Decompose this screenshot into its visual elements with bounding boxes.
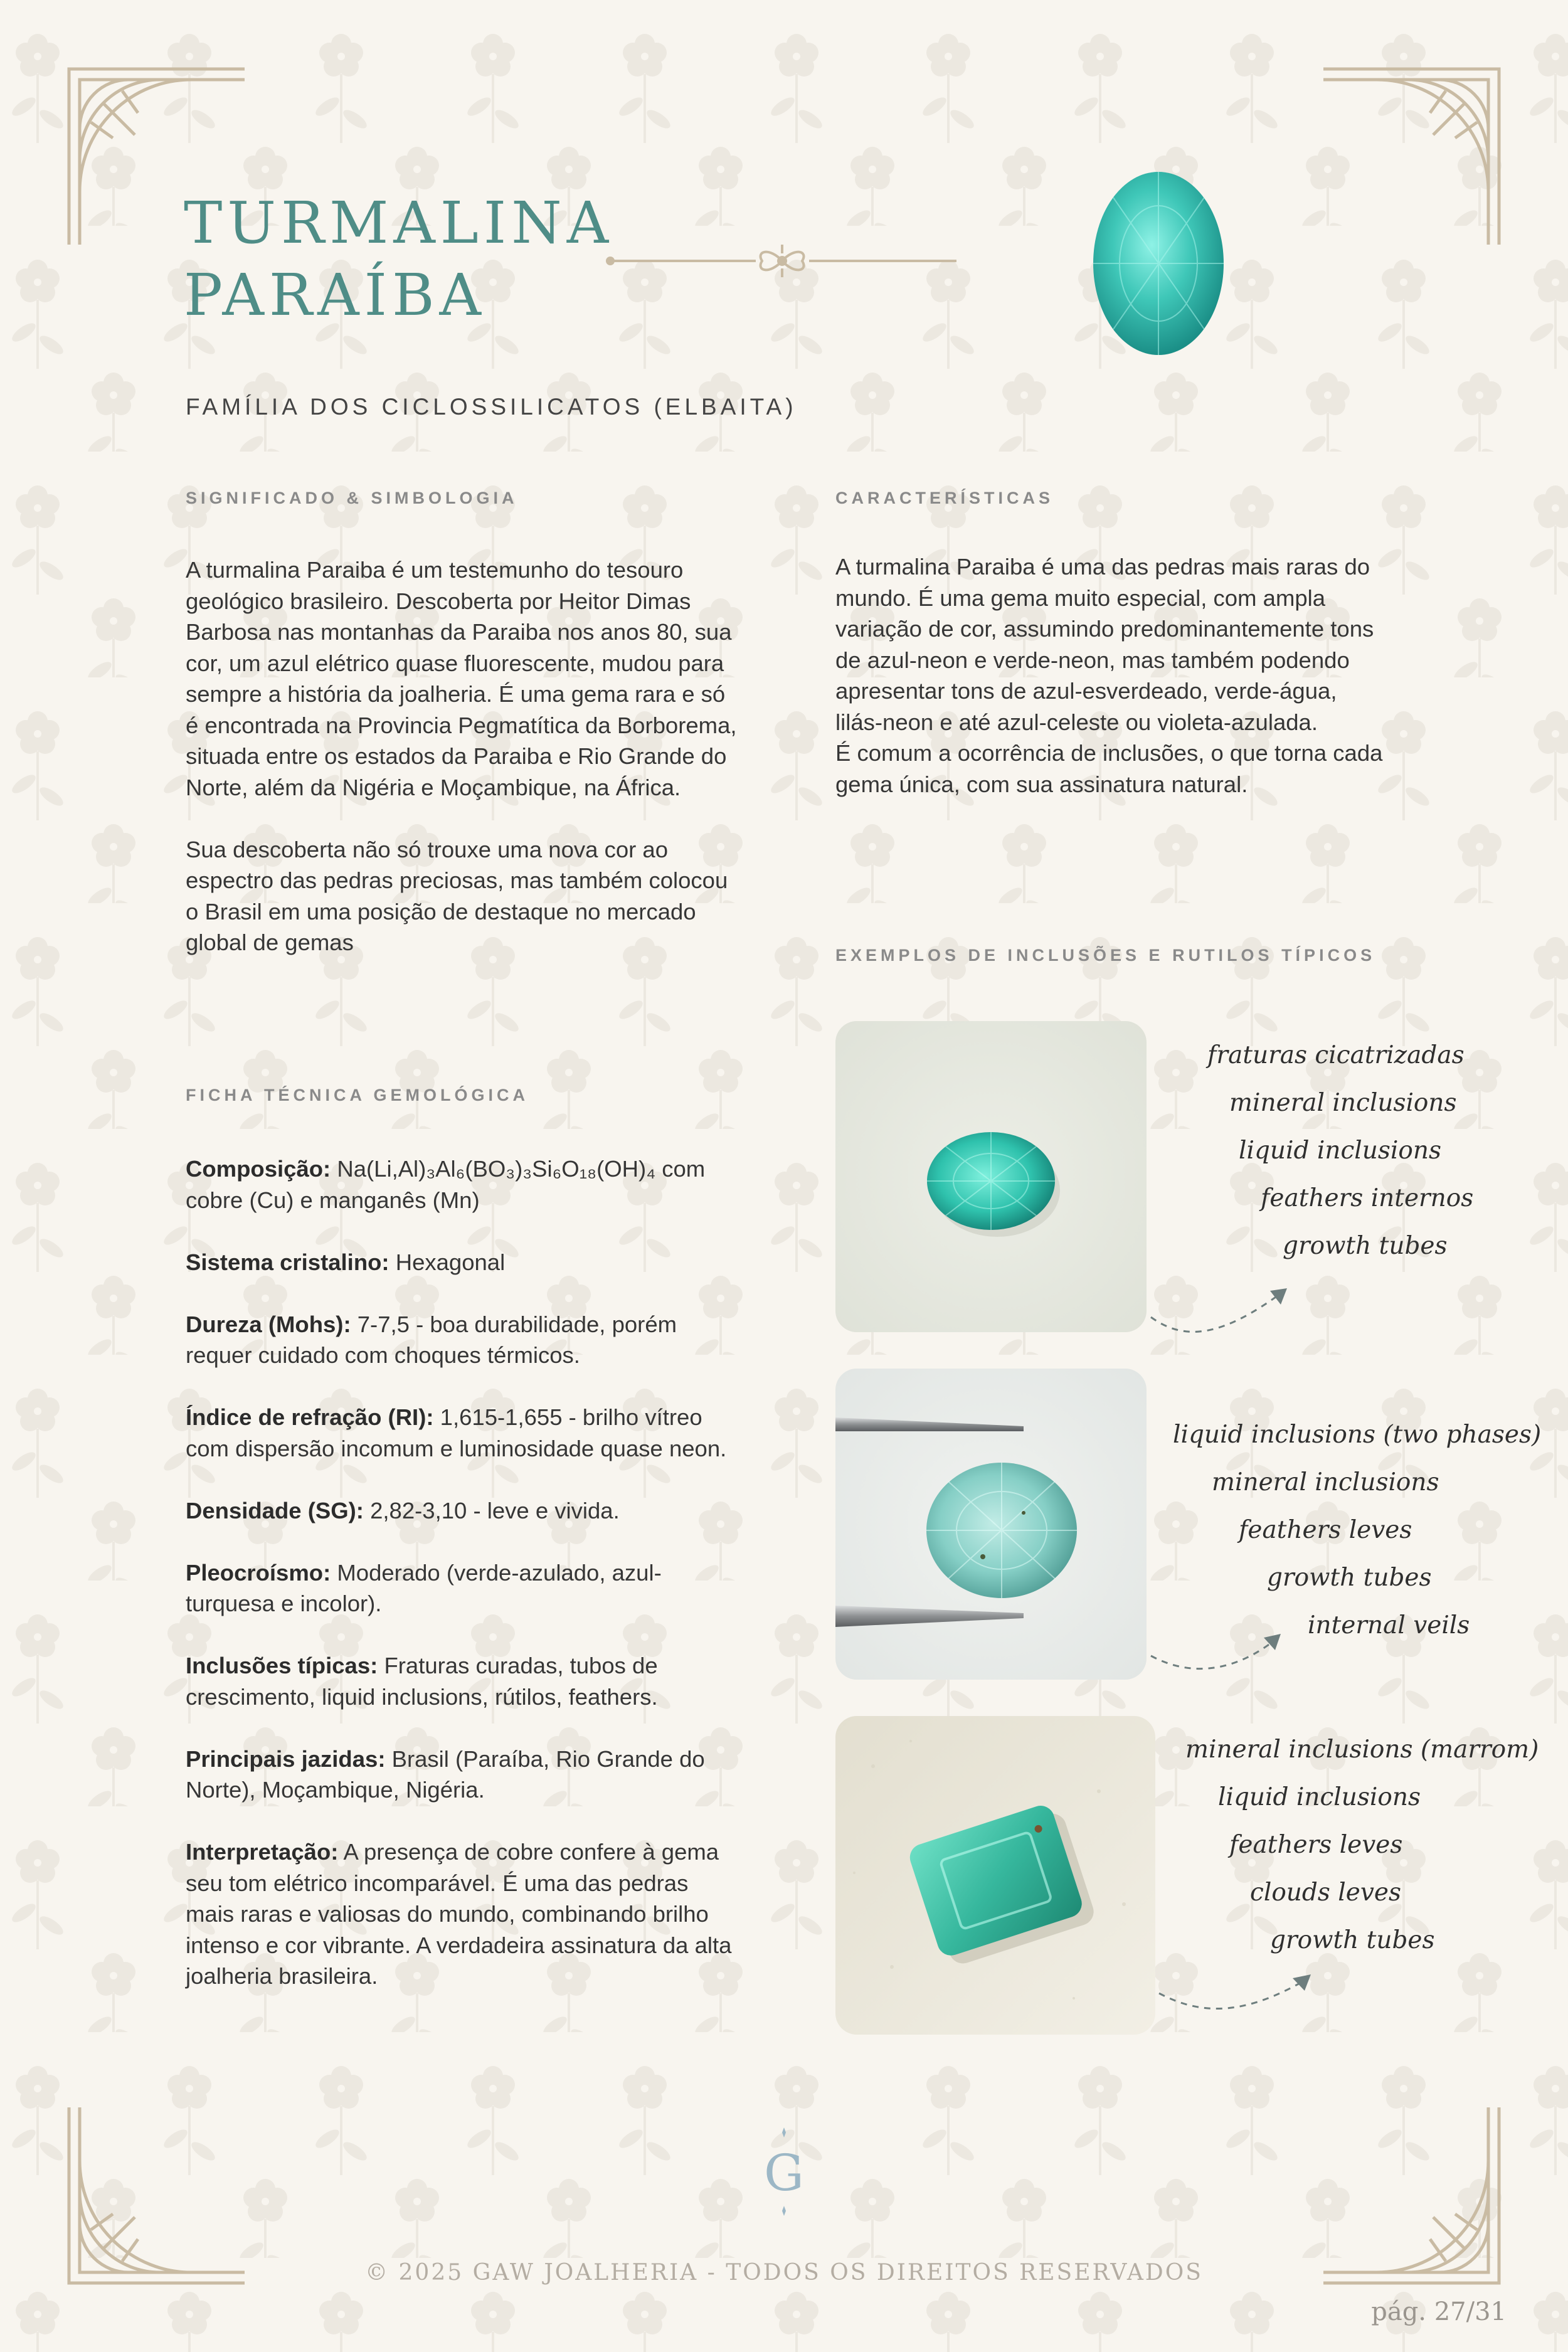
spec-label: Inclusões típicas: (186, 1653, 378, 1678)
spec-typical-inclusions (186, 1650, 738, 1712)
spec-label: Pleocroísmo: (186, 1559, 331, 1586)
spec-density (186, 1495, 738, 1527)
photo-2-inclusion-notes (1173, 1411, 1541, 1650)
inclusion-photo-1 (835, 1021, 1147, 1332)
spec-value: Fraturas curadas, tubos de crescimento, liquid inclusions, rútilos, feathers. (186, 1653, 658, 1710)
arrow-icon (1148, 1279, 1298, 1342)
meaning-paragraph-2: Sua descoberta não só trouxe uma nova cor ao espectro das pedras preciosas, mas também colocou o Brasil em uma posição de destaque no mercado global de gemas (186, 836, 728, 955)
note: mineral inclusions (1229, 1089, 1457, 1117)
spec-main-deposits (186, 1744, 738, 1806)
corner-ornament-top-right (1320, 66, 1502, 248)
spec-hardness (186, 1309, 738, 1371)
spec-value: Brasil (Paraíba, Rio Grande do Norte), Moçambique, Nigéria. (186, 1745, 705, 1803)
characteristics-paragraph-2: É comum a ocorrência de inclusões, o que torna cada gema única, com sua assinatura natural. (835, 740, 1383, 797)
spec-interpretation (186, 1836, 738, 1992)
spec-refractive-index (186, 1402, 738, 1464)
spec-pleochroism (186, 1557, 738, 1619)
logo-letter: G (764, 2144, 804, 2202)
spec-value: 1,615-1,655 - brilho vítreo com dispersão incomum e luminosidade quase neon. (186, 1404, 727, 1461)
copyright-footer: © 2025 GAW JOALHERIA - TODOS OS DIREITOS RESERVADOS (365, 2260, 1203, 2286)
inclusion-photo-2 (835, 1369, 1147, 1680)
gem-family-subtitle: FAMÍLIA DOS CICLOSSILICATOS (ELBAITA) (186, 394, 797, 420)
note: internal veils (1308, 1611, 1470, 1640)
technical-sheet-heading: FICHA TÉCNICA GEMOLÓGICA (186, 1086, 529, 1104)
brand-logo (759, 2126, 809, 2214)
photo-3-inclusion-notes (1185, 1726, 1539, 1964)
meaning-paragraph-1: A turmalina Paraiba é um testemunho do tesouro geológico brasileiro. Descoberta por Heitor Dimas Barbosa nas montanhas da Paraiba nos anos 80, sua cor, um azul elétrico quase fluorescente, mudou para sempre a história da joalheria. É uma gema rara e só é encontrada na Provincia Pegmatítica da Borborema, situada entre os estados da Paraiba e Rio Grande do Norte, além da Nigéria e Moçambique, na África. (186, 557, 737, 800)
corner-ornament-bottom-left (66, 2104, 248, 2286)
characteristics-heading: CARACTERÍSTICAS (835, 489, 1054, 507)
spec-value: 7-7,5 - boa durabilidade, porém requer cuidado com choques térmicos. (186, 1311, 677, 1368)
technical-specs (186, 1153, 738, 2023)
spec-crystal-system (186, 1247, 738, 1278)
meaning-heading: SIGNIFICADO & SIMBOLOGIA (186, 489, 518, 507)
corner-ornament-bottom-right (1320, 2104, 1502, 2286)
spec-label: Composição: (186, 1156, 331, 1182)
sparkle-icon (759, 2126, 809, 2139)
title-line-1: TURMALINA (184, 189, 614, 257)
arrow-icon (1156, 1968, 1319, 2025)
spec-label: Sistema cristalino: (186, 1249, 389, 1275)
note: liquid inclusions (1239, 1136, 1441, 1165)
meaning-text (186, 554, 738, 958)
note: feathers internos (1261, 1184, 1474, 1212)
spec-label: Principais jazidas: (186, 1745, 386, 1772)
note: feathers leves (1239, 1516, 1412, 1544)
spec-value: Moderado (verde-azulado, azul-turquesa e incolor). (186, 1559, 662, 1616)
spec-value: Hexagonal (389, 1249, 506, 1275)
note: growth tubes (1283, 1232, 1448, 1260)
note: liquid inclusions (two phases) (1173, 1421, 1542, 1449)
spec-value: A presença de cobre confere à gema seu tom elétrico incomparável. É uma das pedras mais raras e valiosas do mundo, combinando brilho intenso e cor vibrante. A verdadeira assinatura da alta joalheria brasileira. (186, 1839, 732, 1989)
sparkle-icon (759, 2205, 809, 2217)
note: growth tubes (1270, 1926, 1435, 1954)
spec-label: Interpretação: (186, 1839, 339, 1865)
note: fraturas cicatrizadas (1207, 1041, 1465, 1069)
note: mineral inclusions (1212, 1468, 1439, 1496)
note: feathers leves (1229, 1831, 1403, 1859)
note: growth tubes (1267, 1564, 1432, 1592)
inclusion-photo-3 (835, 1716, 1155, 2035)
inclusions-heading: EXEMPLOS DE INCLUSÕES E RUTILOS TÍPICOS (835, 946, 1376, 965)
characteristics-text (835, 551, 1387, 800)
ornamental-divider (605, 242, 960, 280)
note: mineral inclusions (marrom) (1185, 1735, 1539, 1764)
spec-composition (186, 1153, 738, 1216)
spec-value: Na(Li,Al)₃Al₆(BO₃)₃Si₆O₁₈(OH)₄ com cobre (Cu) e manganês (Mn) (186, 1156, 706, 1213)
spec-value: 2,82-3,10 - leve e vivida. (363, 1497, 620, 1523)
page-title (184, 187, 623, 331)
spec-label: Dureza (Mohs): (186, 1311, 351, 1337)
characteristics-paragraph-1: A turmalina Paraiba é uma das pedras mais raras do mundo. É uma gema muito especial, com ampla variação de cor, assumindo predominantemente tons de azul-neon e verde-neon, mas também podendo apresentar tons de azul-esverdeado, verde-água, lilás-neon e até azul-celeste ou violeta-azulada. (835, 554, 1374, 735)
title-line-2: PARAÍBA (184, 262, 486, 329)
page-number: pág. 27/31 (1371, 2297, 1507, 2326)
photo-1-inclusion-notes (1195, 1032, 1474, 1270)
spec-label: Índice de refração (RI): (186, 1404, 434, 1430)
paraiba-gem-image (1091, 169, 1226, 358)
arrow-icon (1148, 1628, 1298, 1684)
spec-label: Densidade (SG): (186, 1497, 364, 1523)
note: liquid inclusions (1218, 1783, 1421, 1811)
note: clouds leves (1250, 1878, 1401, 1907)
